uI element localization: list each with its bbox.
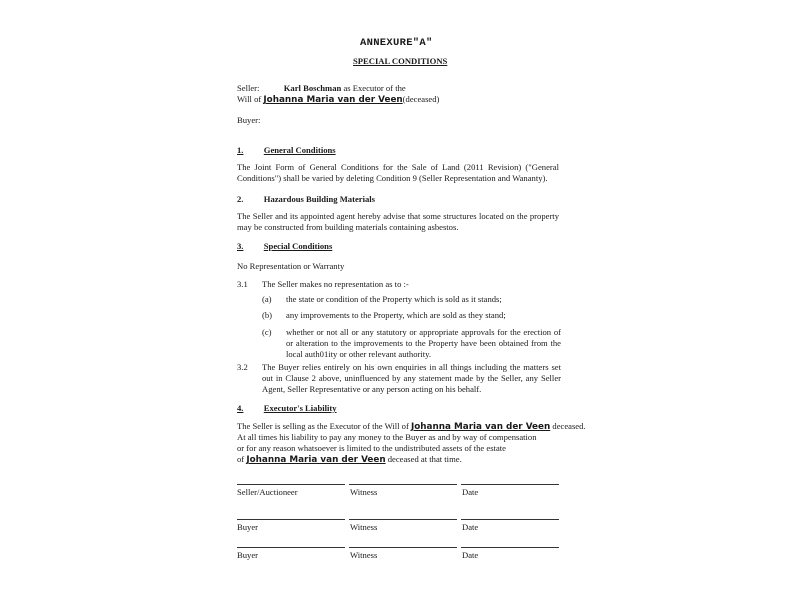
deceased-name-3: Johanna Maria van der Veen [246,455,386,465]
section-4-line-2: At all times his liability to pay any money to the Buyer as and by way of compensation [237,432,537,442]
section-4-line-1-end: deceased. [552,421,586,431]
signature-line [349,484,457,485]
section-4-line-4-end: deceased at that time. [387,454,462,464]
clause-3-2-text: The Buyer relies entirely on his own enquiries in all things including the matters set out in Clause 2 above, uninfluenced by any statement made by the Seller, any Seller Agent, Seller Representative or any person acting on his behalf. [262,362,561,394]
signature-label-date: Date [462,487,479,497]
section-1-number: 1. [237,145,244,155]
item-a-label: (a) [262,294,272,304]
deceased-suffix: (deceased) [402,94,440,104]
item-c-label: (c) [262,327,272,337]
signature-label-buyer: Buyer [237,522,259,532]
section-1-text: The Joint Form of General Conditions for the Sale of Land (2011 Revision) ("General Conditions") shall be varied by deleting Condition 9 (Seller Representation and Wananty). [237,162,559,183]
signature-line [237,484,345,485]
signature-line [349,547,457,548]
signature-label-seller: Seller/Auctioneer [237,487,298,497]
page-subtitle: SPECIAL CONDITIONS [353,56,448,66]
signature-line [237,547,345,548]
section-3-heading [237,241,332,252]
signature-label-date: Date [462,522,479,532]
section-4-line-4-start: of [237,454,245,464]
section-4-number: 4. [237,403,244,413]
signature-label-witness: Witness [350,522,378,532]
clause-3-2-number: 3.2 [237,362,248,372]
deceased-name-2: Johanna Maria van der Veen [410,422,551,432]
will-of-label: Will of [237,94,262,104]
clause-3-1-number: 3.1 [237,279,248,289]
section-4-line-4 [237,454,462,466]
signature-label-witness: Witness [350,487,378,497]
item-b-text: any improvements to the Property, which are sold as they stand; [286,310,506,320]
section-2-title: Hazardous Building Materials [263,194,376,204]
seller-suffix: as Executor of the [343,83,406,93]
seller-name: Karl Boschman [283,83,342,93]
section-4-heading [237,403,337,414]
signature-line [349,519,457,520]
item-a-text: the state or condition of the Property which is sold as it stands; [286,294,502,304]
section-3-title: Special Conditions [263,241,333,251]
section-2-text: The Seller and its appointed agent hereby advise that some structures located on the property may be constructed from building materials containing asbestos. [237,211,559,232]
section-1-heading [237,145,336,156]
section-2-heading [237,194,375,205]
signature-label-date: Date [462,550,479,560]
item-b-label: (b) [262,310,273,320]
section-4-title: Executor's Liability [263,403,337,413]
signature-line [461,547,559,548]
seller-line [237,83,406,94]
section-2-number: 2. [237,194,244,204]
section-4-line-3: or for any reason whatsoever is limited to the undistributed assets of the estate [237,443,506,453]
section-1-title: General Conditions [263,145,336,155]
signature-label-witness: Witness [350,550,378,560]
signature-label-buyer: Buyer [237,550,259,560]
section-4-line-1-start: The Seller is selling as the Executor of the Will of [237,421,409,431]
will-line [237,94,439,106]
buyer-label: Buyer: [237,115,261,125]
clause-3-1-text: The Seller makes no representation as to :- [262,279,409,289]
page-title: ANNEXURE"A" [360,37,433,49]
section-3-intro: No Representation or Warranty [237,261,345,271]
signature-line [461,519,559,520]
item-c-text: whether or not all or any statutory or appropriate approvals for the erection of or alteration to the improvements to the Property have been obtained from the local auth01ity or other relevant authority. [286,327,561,359]
signature-line [237,519,345,520]
seller-label: Seller: [237,83,260,93]
section-3-number: 3. [237,241,244,251]
deceased-name: Johanna Maria van der Veen [263,95,403,105]
signature-line [461,484,559,485]
